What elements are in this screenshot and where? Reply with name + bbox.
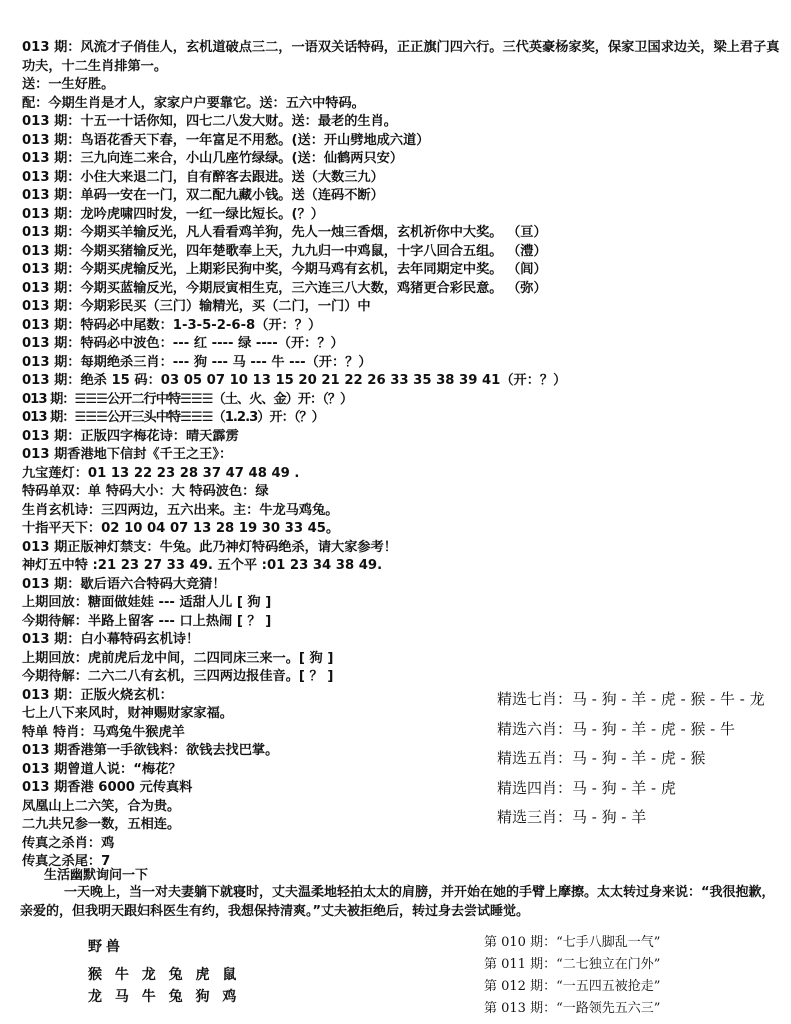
text-line: 配：今期生肖是才人，家家户户要靠它。送：五六中特码。: [22, 95, 365, 111]
text-line: 013 期：每期绝杀三肖：--- 狗 --- 马 --- 牛 ---（开：？）: [22, 354, 372, 370]
text-line: 特单 特肖：马鸡兔牛猴虎羊: [22, 724, 185, 740]
text-line: 013 期曾道人说：“梅花？: [22, 761, 182, 777]
text-line: 上期回放：虎前虎后龙中间，二四同床三来一。[ 狗 ]: [22, 650, 334, 666]
text-line: 传真之杀肖：鸡: [22, 835, 115, 851]
beast-block: [88, 936, 240, 1008]
history-list: [484, 932, 660, 1020]
text-line: 生肖玄机诗：三四两边，五六出来。主：牛龙马鸡兔。: [22, 502, 339, 518]
text-line: 013 期正版神灯禁支：牛兔。此乃神灯特码绝杀，请大家参考！: [22, 539, 397, 555]
text-line: 013 期：正版火烧玄机：: [22, 687, 173, 703]
text-line: 013 期：☰☰☰公开三头中特☰☰☰（1.2.3）开：（？）: [22, 410, 324, 425]
text-line: 特码单双：单 特码大小：大 特码波色：绿: [22, 484, 269, 499]
text-line: 九宝莲灯：01 13 22 23 28 37 47 48 49 .: [22, 465, 300, 481]
text-line: 013 期：今期买虎输反光，上期彩民狗中奖，今期马鸡有玄机，去年同期定中奖。 （闾）: [22, 262, 547, 277]
history-item: 第 010 期：“七手八脚乱一气”: [484, 935, 661, 950]
text-line: 神灯五中特 :21 23 27 33 49. 五个平 :01 23 34 38 49.: [22, 558, 383, 573]
text-line: 013 期：☰☰☰公开二行中特☰☰☰（土、火、金）开：（？）: [22, 391, 353, 407]
text-line: 013 期：今期买羊输反光，凡人看看鸡羊狗，先人一烛三香烟，玄机祈你中大奖。 （亘）: [22, 225, 547, 240]
text-line: 013 期：白小幕特码玄机诗！: [22, 632, 200, 647]
text-line: 013 期：今期买猪输反光，四年楚歌奉上天，九九归一中鸡鼠，十字八回合五组。 （澧）: [22, 243, 547, 259]
zodiac-picks-panel: [497, 685, 765, 833]
beast-row: 龙 马 牛 兔 狗 鸡: [88, 989, 241, 1005]
text-line: 013 期：鸟语花香天下春，一年富足不用愁。(送：开山劈地成六道）: [22, 132, 430, 148]
humor-text: 一天晚上，当一对夫妻躺下就寝时，丈夫温柔地轻拍太太的肩膀，并开始在她的手臂上摩擦。太太转过身来说：“我很抱歉，亲爱的，但我明天跟妇科医生有约，我想保持清爽。”丈夫被拒绝后，转过身去尝试睡觉。: [20, 885, 775, 919]
text-line: 传真之杀尾：7: [22, 854, 111, 869]
text-line: 013 期：今期彩民买（三门）输精光，买（二门，一门）中: [22, 299, 371, 314]
text-line: 凤凰山上二六笑，合为贵。: [22, 798, 181, 814]
pick-three: 精选三肖：马 - 狗 - 羊: [497, 808, 647, 826]
text-line: 013 期：特码必中波色：--- 红 ---- 绿 ----（开：？）: [22, 336, 344, 351]
text-line: 013 期：正版四字梅花诗：晴天霹雳: [22, 428, 239, 444]
pick-seven: 精选七肖：马 - 狗 - 羊 - 虎 - 猴 - 牛 - 龙: [497, 690, 765, 708]
text-line: 013 期：小住大来退二门，自有醉客去跟进。送（大数三九）: [22, 169, 384, 185]
beast-row: 猴 牛 龙 兔 虎 鼠: [88, 967, 241, 983]
text-line: 013 期：单码一安在一门，双二配九藏小钱。送（连码不断）: [22, 188, 384, 203]
text-line: 送：一生好胜。: [22, 77, 115, 92]
text-line: 今期待解：二六二八有玄机，三四两边报佳音。[ ？ ]: [22, 669, 334, 684]
history-item: 第 011 期：“二七独立在门外”: [484, 957, 661, 972]
history-item: 第 013 期：“一路领先五六三”: [484, 1001, 661, 1016]
text-line: 013 期香港地下信封《千王之王》：: [22, 447, 233, 462]
text-line: 013 期：歇后语六合特码大竞猜！: [22, 576, 226, 592]
beast-title: 野兽: [88, 939, 124, 955]
history-item: 第 012 期：“一五四五被抢走”: [484, 979, 661, 994]
text-line: 二九共兄参一数，五相连。: [22, 817, 181, 832]
text-line: 013 期：今期买蓝输反光，今期辰寅相生克，三六连三八大数，鸡猪更合彩民意。 （弥）: [22, 280, 547, 296]
text-line: 今期待解：半路上留客 --- 口上热闹 [ ？ ]: [22, 613, 272, 629]
text-line: 七上八下来风时，财神赐财家家福。: [22, 706, 233, 721]
text-line: 013 期：龙吟虎啸四时发，一红一绿比短长。(？）: [22, 206, 324, 222]
text-line: 013 期：三九向连二来合，小山几座竹绿绿。(送：仙鹤两只安）: [22, 151, 404, 166]
text-line: 013 期：风流才子俏佳人，玄机道破点三二，一语双关话特码，正正旗门四六行。三代英豪杨家奖，保家卫国求边关，梁上君子真功夫，十二生肖排第一。: [22, 40, 780, 74]
text-line: 013 期：十五一十话你知，四七二八发大财。送：最老的生肖。: [22, 114, 397, 129]
text-line: 013 期：绝杀 15 码：03 05 07 10 13 15 20 21 22 26 33 35 38 39 41（开：？）: [22, 373, 567, 388]
humor-title: 生活幽默询问一下: [44, 868, 149, 883]
text-line: 上期回放：糖面做娃娃 --- 适甜人儿 [ 狗 ]: [22, 595, 272, 610]
pick-four: 精选四肖：马 - 狗 - 羊 - 虎: [497, 778, 676, 797]
pick-six: 精选六肖：马 - 狗 - 羊 - 虎 - 猴 - 牛: [497, 719, 736, 738]
text-line: 013 期香港 6000 元传真料: [22, 780, 193, 795]
text-line: 013 期：特码必中尾数：1-3-5-2-6-8（开：？）: [22, 317, 322, 333]
text-line: 十指平天下：02 10 04 07 13 28 19 30 33 45。: [22, 521, 340, 536]
pick-five: 精选五肖：马 - 狗 - 羊 - 虎 - 猴: [497, 749, 706, 767]
text-line: 013 期香港第一手欲钱料：欲钱去找巴掌。: [22, 743, 279, 758]
